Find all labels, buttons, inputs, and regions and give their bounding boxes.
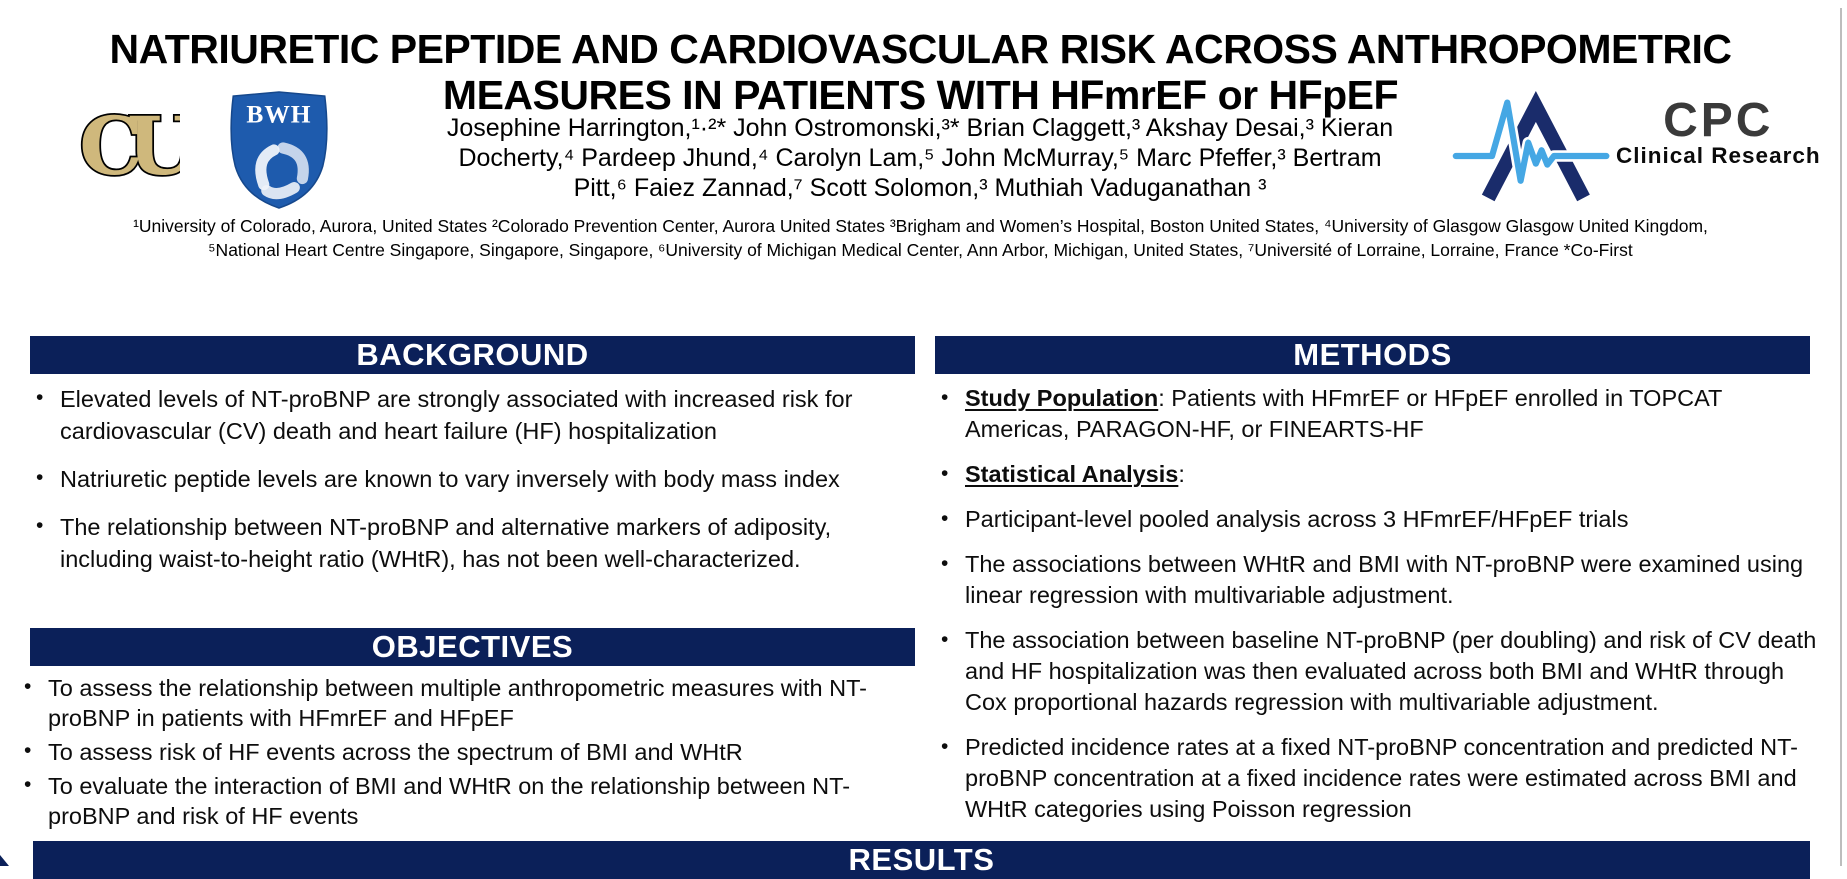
bullet-item: • The association between baseline NT-proBNP (per doubling) and risk of CV death and HF hospitalization was then evaluated across both BMI and WHtR through Cox proportional hazards regression with multivariable adjustment. bbox=[935, 625, 1817, 718]
university-of-colorado-logo-icon bbox=[80, 100, 180, 192]
poster-title-line2: MEASURES IN PATIENTS WITH HFmrEF or HFpEF bbox=[442, 72, 1399, 118]
author-line: Docherty,⁴ Pardeep Jhund,⁴ Carolyn Lam,⁵ John McMurray,⁵ Marc Pfeffer,³ Bertram bbox=[458, 144, 1382, 172]
objectives-bullet-list bbox=[18, 673, 912, 835]
page-right-edge-line bbox=[1840, 8, 1842, 866]
bullet-item: • Predicted incidence rates at a fixed NT-proBNP concentration and predicted NT-proBNP concentration at a fixed incidence rates were estimated across BMI and WHtR categories using Poisson regression bbox=[935, 732, 1817, 825]
bullet-item: • Study Population: Patients with HFmrEF or HFpEF enrolled in TOPCAT Americas, PARAGON-HF, or FINEARTS-HF bbox=[935, 383, 1817, 445]
author-list bbox=[330, 113, 1510, 203]
poster-title-line1: NATRIURETIC PEPTIDE AND CARDIOVASCULAR RISK ACROSS ANTHROPOMETRIC bbox=[109, 26, 1732, 72]
background-bullet-list bbox=[30, 383, 912, 591]
methods-section-header: METHODS bbox=[935, 336, 1810, 374]
bullet-item: • To assess risk of HF events across the spectrum of BMI and WHtR bbox=[18, 737, 912, 767]
bullet-lead-label: Statistical Analysis bbox=[965, 461, 1179, 487]
cpc-logo-subtitle: Clinical Research bbox=[1616, 143, 1821, 168]
author-line: Josephine Harrington,¹·²* John Ostromonski,³* Brian Claggett,³ Akshay Desai,³ Kieran bbox=[446, 114, 1394, 142]
bullet-item: • Natriuretic peptide levels are known to vary inversely with body mass index bbox=[30, 463, 912, 495]
bullet-item: • The associations between WHtR and BMI with NT-proBNP were examined using linear regression with multivariable adjustment. bbox=[935, 549, 1817, 611]
bullet-item: • To evaluate the interaction of BMI and WHtR on the relationship between NT-proBNP and risk of HF events bbox=[18, 771, 912, 831]
objectives-section-header: OBJECTIVES bbox=[30, 628, 915, 666]
page-corner-artifact bbox=[0, 853, 9, 866]
affiliation-line: ¹University of Colorado, Aurora, United States ²Colorado Prevention Center, Aurora United States ³Brigham and Women’s Hospital, Boston United States, ⁴University of Glasgow Glasgow United Kingdom, bbox=[133, 216, 1708, 236]
cpc-logo-name: CPC bbox=[1663, 94, 1774, 147]
bullet-item: • The relationship between NT-proBNP and alternative markers of adiposity, including waist-to-height ratio (WHtR), has not been well-characterized. bbox=[30, 511, 912, 575]
bullet-lead-label: Study Population bbox=[965, 385, 1159, 411]
bullet-item: • Participant-level pooled analysis across 3 HFmrEF/HFpEF trials bbox=[935, 504, 1817, 535]
bwh-shield-logo-icon bbox=[226, 90, 332, 210]
cu-logo-letters: CU bbox=[80, 100, 180, 192]
results-section-header: RESULTS bbox=[33, 841, 1810, 879]
affiliation-line: ⁵National Heart Centre Singapore, Singapore, Singapore, ⁶University of Michigan Medical Center, Ann Arbor, Michigan, United States, ⁷Université of Lorraine, Lorraine, France *Co-First bbox=[208, 239, 1633, 260]
methods-bullet-list bbox=[935, 383, 1817, 839]
background-section-header: BACKGROUND bbox=[30, 336, 915, 374]
author-line: Pitt,⁶ Faiez Zannad,⁷ Scott Solomon,³ Muthiah Vaduganathan ³ bbox=[573, 174, 1267, 202]
bullet-item: • Elevated levels of NT-proBNP are strongly associated with increased risk for cardiovascular (CV) death and heart failure (HF) hospitalization bbox=[30, 383, 912, 447]
bullet-item: • To assess the relationship between multiple anthropometric measures with NT-proBNP in patients with HFmrEF and HFpEF bbox=[18, 673, 912, 733]
affiliation-list bbox=[20, 215, 1821, 262]
bwh-logo-letters: BWH bbox=[246, 100, 312, 129]
bullet-item: • Statistical Analysis: bbox=[935, 459, 1817, 490]
